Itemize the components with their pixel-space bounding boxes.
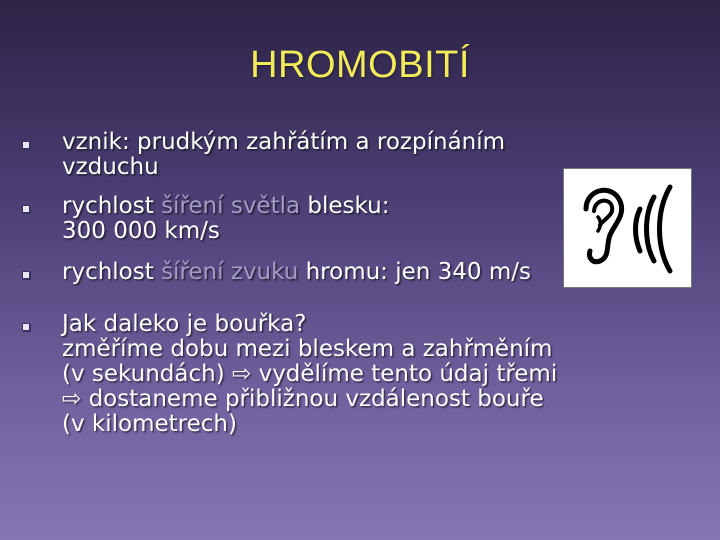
square-bullet-icon	[22, 205, 30, 213]
bullet-text-line: vznik: prudkým zahřátím a rozpínáním	[62, 129, 506, 155]
ear-sound-waves-icon	[564, 169, 691, 287]
bullet-text-line: vzduchu	[62, 154, 159, 180]
bullet-item-storm-distance	[54, 312, 694, 437]
bullet-text-line: (v kilometrech)	[62, 411, 237, 437]
bullet-text-line: Jak daleko je bouřka?	[62, 311, 307, 337]
ear-image	[563, 168, 692, 288]
slide-title: HROMOBITÍ	[250, 44, 470, 86]
highlight-text: šíření světla	[161, 193, 301, 219]
bullet-text-line: změříme dobu mezi bleskem a zahřměním	[62, 336, 553, 362]
bullet-text: rychlost	[62, 193, 162, 219]
bullet-text: blesku:	[300, 193, 390, 219]
highlight-text: šíření zvuku	[161, 259, 299, 285]
bullet-text-line: 300 000 km/s	[62, 218, 220, 244]
bullet-text-line: ⇨ dostaneme přibližnou vzdálenost bouře	[62, 386, 544, 412]
square-bullet-icon	[22, 271, 30, 279]
square-bullet-icon	[22, 323, 30, 331]
bullet-text-line: (v sekundách) ⇨ vydělíme tento údaj třemi	[62, 361, 558, 387]
bullet-text: hromu: jen 340 m/s	[298, 259, 532, 285]
square-bullet-icon	[22, 141, 30, 149]
bullet-text: rychlost	[62, 259, 162, 285]
